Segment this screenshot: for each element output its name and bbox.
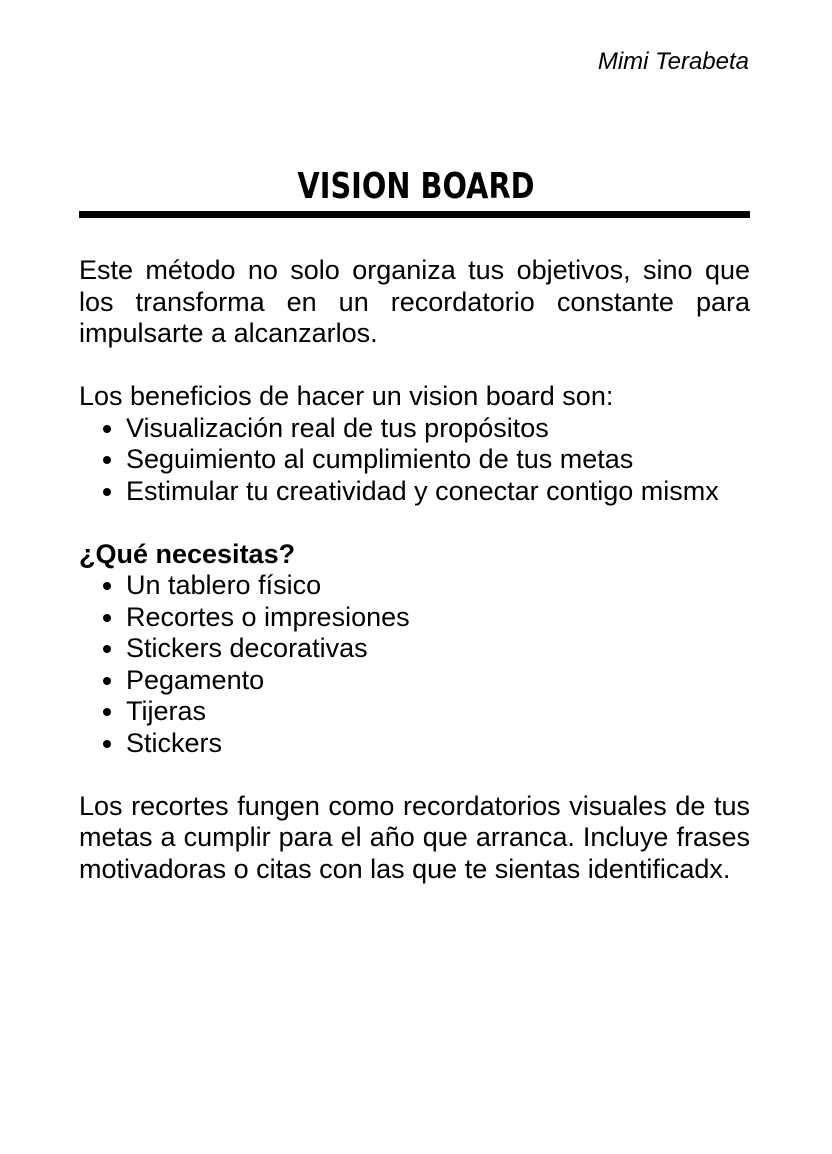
closing-paragraph: Los recortes fungen como recordatorios visuales de tus metas a cumplir para el año que arranca. Incluye frases motivadoras o citas con las que te sientas identificadx.	[79, 790, 750, 884]
body-content	[79, 255, 750, 885]
list-item: • Visualización real de tus propósitos	[126, 413, 750, 445]
intro-paragraph: Este método no solo organiza tus objetivos, sino que los transforma en un recordatorio constante para impulsarte a alcanzarlos.	[79, 255, 750, 348]
author-name: Mimi Terabeta	[597, 48, 749, 75]
list-item: • Seguimiento al cumplimiento de tus metas	[126, 444, 750, 476]
list-item: • Recortes o impresiones	[126, 602, 750, 634]
benefits-list	[79, 413, 750, 508]
title-divider	[79, 211, 750, 218]
list-item: • Tijeras	[126, 696, 750, 728]
list-item: • Pegamento	[126, 665, 750, 697]
list-item: • Un tablero físico	[126, 570, 750, 602]
needs-list	[79, 570, 750, 759]
page-title: VISION BOARD	[297, 166, 535, 207]
list-item: • Stickers decorativas	[126, 633, 750, 665]
list-item: • Stickers	[126, 728, 750, 760]
list-item: • Estimular tu creatividad y conectar contigo mismx	[126, 476, 750, 508]
needs-heading: ¿Qué necesitas?	[79, 538, 296, 569]
benefits-heading: Los beneficios de hacer un vision board son:	[79, 381, 614, 411]
